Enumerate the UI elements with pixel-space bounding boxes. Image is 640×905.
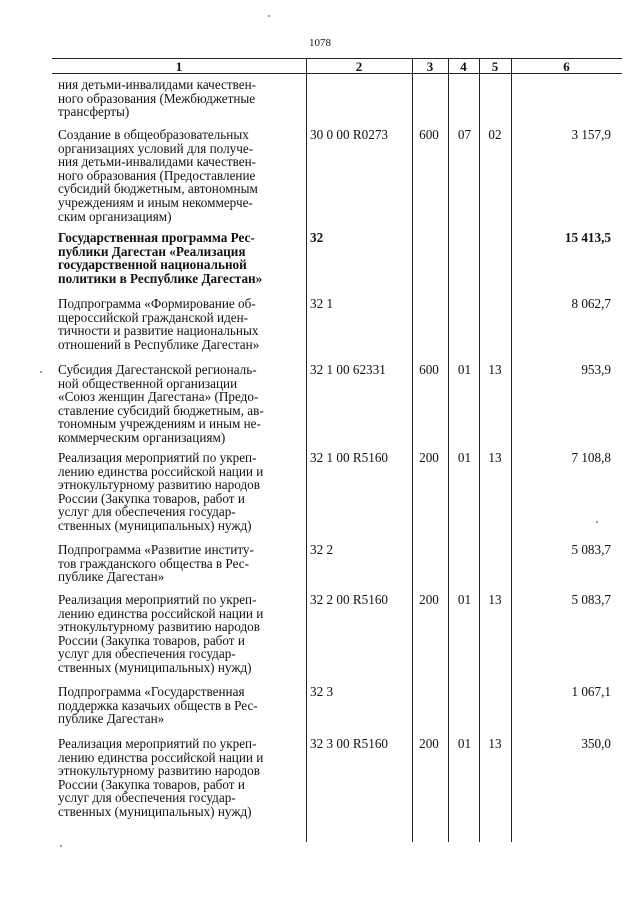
row-col5-cell: 13 (488, 362, 502, 377)
row-col4-cell: 01 (457, 362, 472, 377)
header-col-4: 4 (460, 59, 467, 74)
row-col3-cell: 200 (419, 592, 439, 607)
scan-speck (268, 15, 270, 17)
row-amount-cell: 15 413,5 (564, 230, 611, 245)
row-amount-cell: 5 083,7 (571, 542, 611, 557)
header-col-2: 2 (355, 59, 363, 74)
row-amount-cell: 7 108,8 (571, 450, 611, 465)
col-divider (412, 58, 413, 842)
row-col3-cell: 600 (419, 362, 439, 377)
col-divider (479, 58, 480, 842)
scan-speck (60, 845, 62, 847)
row-amount-cell: 1 067,1 (571, 684, 611, 699)
row-name-cell: Подпрограмма «Государственная поддержка казачьих обществ в Рес- публике Дагестан» (58, 684, 258, 727)
row-col4-cell: 01 (457, 736, 472, 751)
row-name-cell: Государственная программа Рес- публики Дагестан «Реализация государственной национальной политики в Республике Дагестан» (58, 230, 263, 286)
row-code-cell: 32 1 (310, 296, 334, 311)
scan-speck (596, 521, 598, 523)
row-name-cell: Реализация мероприятий по укреп- лению единства российской нации и этнокультурному развитию народов России (Закупка товаров, работ и услуг для обеспечения государ- ственных (муниципальных) нужд) (58, 592, 264, 675)
row-col5-cell: 13 (488, 592, 502, 607)
row-amount-cell: 5 083,7 (571, 592, 611, 607)
row-name-cell: ния детьми-инвалидами качествен- ного образования (Межбюджетные трансферты) (58, 77, 257, 120)
row-col4-cell: 07 (457, 127, 472, 142)
row-amount-cell: 953,9 (581, 362, 611, 377)
col-divider (306, 58, 307, 842)
row-name-cell: Субсидия Дагестанской региональ- ной общественной организации «Союз женщин Дагестана» (Предо- ставление субсидий бюджетным, ав- тономным учреждениям и иным не- коммерческим организациям) (58, 362, 264, 445)
row-col4-cell: 01 (457, 450, 472, 465)
header-col-1: 1 (175, 59, 183, 74)
row-col3-cell: 200 (419, 736, 439, 751)
row-col5-cell: 13 (488, 736, 502, 751)
row-name-cell: Реализация мероприятий по укреп- лению единства российской нации и этнокультурному развитию народов России (Закупка товаров, работ и услуг для обеспечения государ- ственных (муниципальных) нужд) (58, 736, 264, 819)
header-col-6: 6 (563, 59, 570, 74)
row-code-cell: 32 2 (310, 542, 334, 557)
row-col5-cell: 02 (488, 127, 502, 142)
header-col-3: 3 (426, 59, 434, 74)
row-code-cell: 32 3 (310, 684, 334, 699)
row-name-cell: Подпрограмма «Развитие институ- тов гражданского общества в Рес- публике Дагестан» (58, 542, 254, 585)
row-amount-cell: 3 157,9 (571, 127, 611, 142)
row-amount-cell: 8 062,7 (571, 296, 611, 311)
row-code-cell: 32 1 00 R5160 (310, 450, 389, 465)
col-divider (448, 58, 449, 842)
row-col5-cell: 13 (488, 450, 502, 465)
header-col-5: 5 (491, 59, 499, 74)
row-name-cell: Создание в общеобразовательных организациях условий для получе- ния детьми-инвалидами качествен- ного образования (Предоставление субсидий бюджетным, автономным учреждениям и иным некоммерче- ским организациям) (58, 127, 258, 224)
row-name-cell: Подпрограмма «Формирование об- щероссийской гражданской иден- тичности и развитие национальных отношений в Республике Дагестан» (58, 296, 260, 352)
row-code-cell: 30 0 00 R0273 (310, 127, 389, 142)
row-col4-cell: 01 (457, 592, 472, 607)
row-col3-cell: 200 (419, 450, 439, 465)
row-code-cell: 32 3 00 R5160 (310, 736, 389, 751)
scan-speck (40, 371, 42, 373)
row-code-cell: 32 1 00 62331 (310, 362, 386, 377)
row-amount-cell: 350,0 (581, 736, 611, 751)
page-number: 1078 (309, 37, 331, 49)
row-name-cell: Реализация мероприятий по укреп- лению единства российской нации и этнокультурному развитию народов России (Закупка товаров, работ и услуг для обеспечения государ- ственных (муниципальных) нужд) (58, 450, 264, 533)
row-code-cell: 32 2 00 R5160 (310, 592, 389, 607)
row-col3-cell: 600 (419, 127, 439, 142)
col-divider (511, 58, 512, 842)
row-code-cell: 32 (310, 230, 324, 245)
